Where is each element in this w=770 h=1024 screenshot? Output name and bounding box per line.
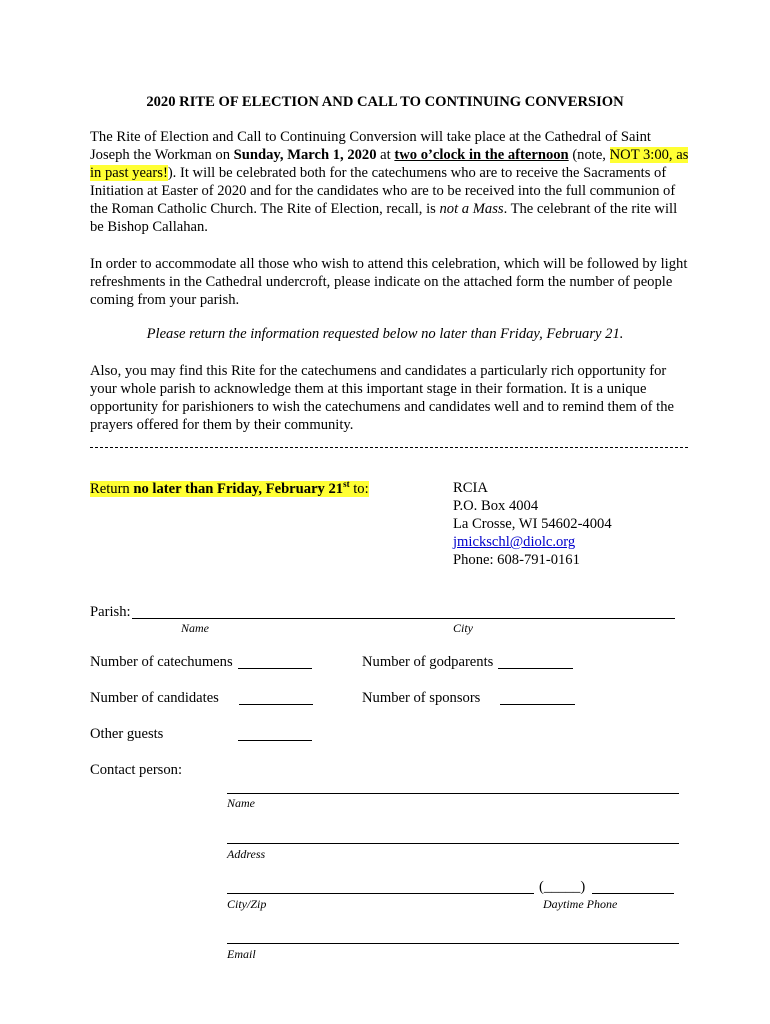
candidates-label: Number of candidates (90, 690, 219, 706)
godparents-field[interactable] (498, 668, 573, 669)
time-change-note: NOT 3:00, as in past years! (90, 147, 689, 181)
parish-field[interactable] (132, 618, 675, 619)
sponsors-field[interactable] (500, 704, 575, 705)
opportunity-paragraph: Also, you may find this Rite for the catechumens and candidates a particularly rich opportunity for your whole parish to acknowledge them at this important stage in their formation. It is a unique opportunity for parishioners to wish the catechumens and candidates well and to remind them of the prayers offered for them by their community. (90, 363, 674, 433)
godparents-label: Number of godparents (362, 654, 494, 670)
event-date: Sunday, March 1, 2020 (233, 147, 377, 163)
contact-phone-label: Daytime Phone (543, 897, 618, 911)
contact-person-label: Contact person: (90, 762, 183, 778)
contact-email-label: Email (227, 947, 256, 961)
deadline-note: Please return the information requested below no later than Friday, February 21. (146, 326, 624, 342)
contact-address-field[interactable] (227, 843, 679, 844)
contact-phone-field[interactable] (592, 893, 674, 894)
contact-address-label: Address (227, 847, 266, 861)
return-instruction: Return no later than Friday, February 21st to: (90, 479, 369, 497)
cut-line (90, 447, 688, 448)
candidates-field[interactable] (239, 704, 313, 705)
other-guests-field[interactable] (238, 740, 312, 741)
mailing-address: RCIA P.O. Box 4004 La Crosse, WI 54602-4004 jmickschl@diolc.org Phone: 608-791-0161 (453, 480, 612, 568)
event-time: two o’clock in the afternoon (394, 147, 569, 163)
contact-cityzip-label: City/Zip (227, 897, 267, 911)
page-title: 2020 RITE OF ELECTION AND CALL TO CONTINUING CONVERSION (146, 94, 624, 110)
sponsors-label: Number of sponsors (362, 690, 481, 706)
contact-email-field[interactable] (227, 943, 679, 944)
contact-name-label: Name (227, 796, 255, 810)
contact-cityzip-field[interactable] (227, 893, 534, 894)
intro-paragraph: The Rite of Election and Call to Continuing Conversion will take place at the Cathedral of Saint Joseph the Workman on Sunday, March 1, 2020 at two o’clock in the afternoon (note, NOT 3:00, as in past years!). It will be celebrated both for the catechumens who are to receive the Sacraments of Initiation at Easter of 2020 and for the candidates who are to be received into the full communion of the Roman Catholic Church. The Rite of Election, recall, is not a Mass. The celebrant of the rite will be Bishop Callahan. (90, 129, 689, 235)
catechumens-field[interactable] (238, 668, 312, 669)
parish-city-label: City (453, 621, 473, 635)
parish-label: Parish: (90, 604, 131, 620)
accommodation-paragraph: In order to accommodate all those who wish to attend this celebration, which will be followed by light refreshments in the Cathedral undercroft, please indicate on the attached form the number of people coming from your parish. (90, 256, 688, 308)
parish-name-label: Name (181, 621, 209, 635)
contact-name-field[interactable] (227, 793, 679, 794)
catechumens-label: Number of catechumens (90, 654, 233, 670)
phone-area-code: (_____) (539, 879, 586, 895)
contact-email-link[interactable]: jmickschl@diolc.org (453, 534, 576, 550)
other-guests-label: Other guests (90, 726, 164, 742)
